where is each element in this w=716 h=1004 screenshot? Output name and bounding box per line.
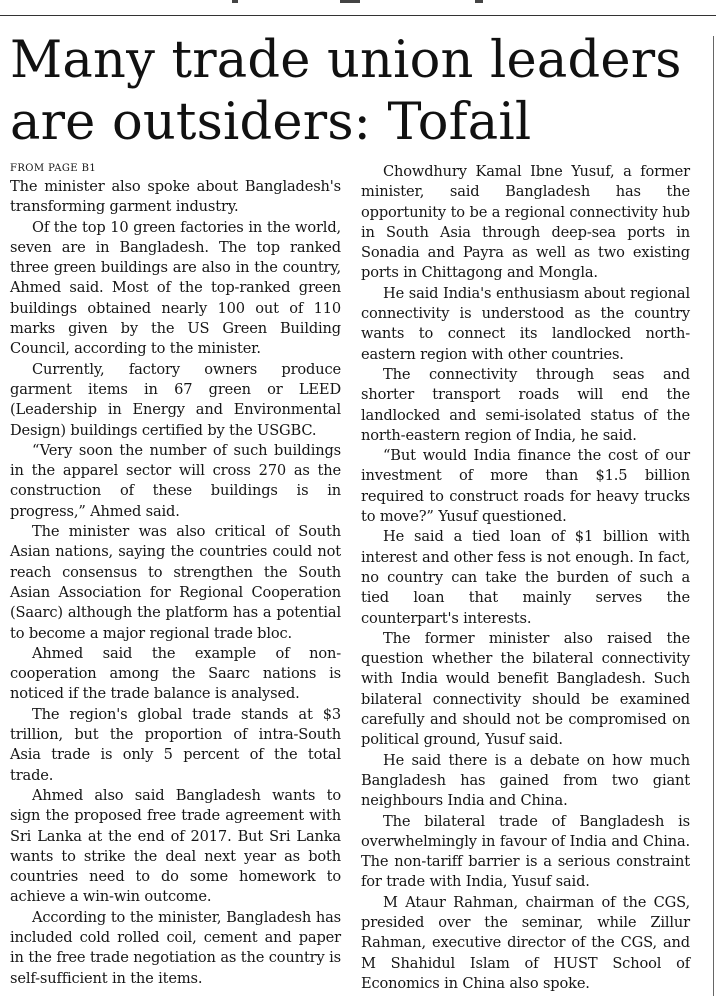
continued-from-label: FROM PAGE B1 (10, 163, 97, 174)
article-paragraph: Chowdhury Kamal Ibne Yusuf, a former minister, said Bangladesh has the opportunity to be a regional connectivity hub in South Asia through deep-sea ports in Sonadia and Payra as well as two existing ports in Chittagong and Mongla. (361, 163, 690, 282)
article-paragraph: He said there is a debate on how much Bangladesh has gained from two giant neighbours India and China. (361, 751, 690, 810)
article-paragraph: Ahmed also said Bangladesh wants to sign the proposed free trade agreement with Sri Lanka at the end of 2017. But Sri Lanka wants to strike the deal next year as both countries need to do some homework to achieve a win-win outcome. (10, 786, 341, 906)
article-headline: Many trade union leaders are outsiders: Tofail (10, 31, 682, 152)
article-paragraph: According to the minister, Bangladesh has included cold rolled coil, cement and paper in the free trade negotiation as the country is self-sufficient in the items. (10, 908, 341, 987)
article-paragraph: He said a tied loan of $1 billion with interest and other fess is not enough. In fact, no country can take the burden of such a tied loan that mainly serves the counterpart's interests. (361, 528, 690, 627)
article-paragraph: The minister was also critical of South Asian nations, saying the countries could not reach consensus to strengthen the South Asian Association for Regional Cooperation (Saarc) although the platform has a potential to become a major regional trade bloc. (10, 523, 341, 642)
article-column-left (10, 162, 341, 989)
article-paragraph: Ahmed said the example of non-cooperation among the Saarc nations is noticed if the trade balance is analysed. (10, 644, 341, 703)
article-column-right (361, 162, 690, 994)
article-paragraph: The former minister also raised the question whether the bilateral connectivity with India would benefit Bangladesh. Such bilateral connectivity should be examined carefully and should not be compromised on political ground, Yusuf said. (361, 629, 690, 749)
article-paragraph: “But would India finance the cost of our investment of more than $1.5 billion required to construct roads for heavy trucks to move?” Yusuf questioned. (361, 447, 690, 526)
article-paragraph: He said India's enthusiasm about regional connectivity is understood as the country wants to connect its landlocked north-eastern region with other countries. (361, 284, 690, 363)
column-divider-rule (713, 36, 714, 996)
page-top-mark (232, 0, 238, 3)
article-paragraph: Of the top 10 green factories in the world, seven are in Bangladesh. The top ranked three green buildings are also in the country, Ahmed said. Most of the top-ranked green buildings obtained nearly 100 out of 110 marks given by the US Green Building Council, according to the minister. (10, 218, 341, 358)
article-paragraph: The bilateral trade of Bangladesh is overwhelmingly in favour of India and China. The non-tariff barrier is a serious constraint for trade with India, Yusuf said. (361, 812, 690, 891)
top-rule (0, 15, 716, 16)
article-paragraph: “Very soon the number of such buildings in the apparel sector will cross 270 as the construction of these buildings is in progress,” Ahmed said. (10, 441, 341, 520)
page-top-mark (475, 0, 483, 3)
article-paragraph: The region's global trade stands at $3 trillion, but the proportion of intra-South Asia trade is only 5 percent of the total trade. (10, 705, 341, 784)
article-paragraph: M Ataur Rahman, chairman of the CGS, presided over the seminar, while Zillur Rahman, executive director of the CGS, and M Shahidul Islam of HUST School of Economics in China also spoke. (361, 893, 690, 992)
page-top-mark (340, 0, 360, 3)
article-paragraph: The minister also spoke about Bangladesh's transforming garment industry. (10, 178, 341, 216)
article-paragraph: Currently, factory owners produce garment items in 67 green or LEED (Leadership in Energy and Environmental Design) buildings certified by the USGBC. (10, 360, 341, 439)
article-paragraph: The connectivity through seas and shorter transport roads will end the landlocked and semi-isolated status of the north-eastern region of India, he said. (361, 365, 690, 444)
